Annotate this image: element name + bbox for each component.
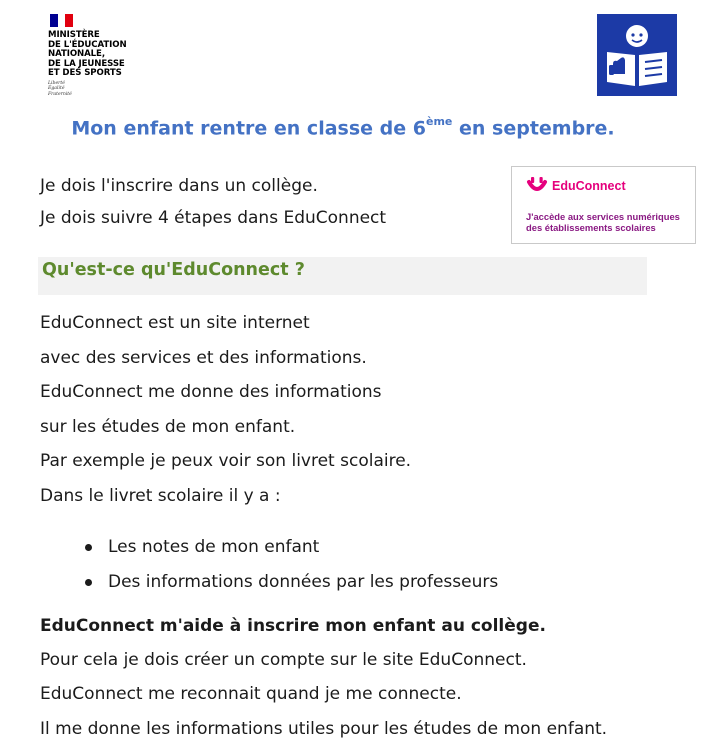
- section-heading: Qu'est-ce qu'EduConnect ?: [42, 260, 305, 280]
- body-line: EduConnect est un site internet: [40, 313, 310, 333]
- republic-motto: Liberté Égalité Fraternité: [48, 80, 72, 97]
- ministry-name: MINISTÈRE DE L'ÉDUCATION NATIONALE, DE LA JEUNESSE ET DES SPORTS: [48, 30, 127, 79]
- bold-statement: EduConnect m'aide à inscrire mon enfant au collège.: [40, 616, 546, 636]
- ministry-logo: [48, 14, 158, 97]
- list-item: Des informations données par les professeurs: [82, 569, 498, 604]
- body-line: sur les études de mon enfant.: [40, 416, 296, 437]
- closing-paragraph: [40, 646, 607, 749]
- easy-to-read-reading-person-icon: [597, 14, 677, 96]
- intro-line-1: Je dois l'inscrire dans un collège.: [40, 176, 318, 196]
- closing-line: Il me donne les informations utiles pour les études de mon enfant.: [40, 718, 608, 739]
- body-line: Dans le livret scolaire il y a :: [40, 485, 281, 506]
- closing-line: EduConnect me reconnait quand je me connecte.: [40, 684, 462, 705]
- easy-to-read-logo: [597, 14, 677, 96]
- french-flag-icon: [50, 14, 73, 27]
- body-line: EduConnect me donne des informations: [40, 382, 382, 403]
- body-line: avec des services et des informations.: [40, 347, 367, 368]
- page-title: Mon enfant rentre en classe de 6ème en septembre.: [71, 115, 615, 140]
- section-heading-box: [38, 257, 647, 295]
- educonnect-badge: [511, 166, 696, 244]
- list-item: Les notes de mon enfant: [82, 534, 498, 569]
- body-line: Par exemple je peux voir son livret scolaire.: [40, 451, 412, 472]
- bullet-list: [82, 534, 498, 603]
- educonnect-logo-icon: [526, 176, 548, 196]
- closing-line: Pour cela je dois créer un compte sur le site EduConnect.: [40, 650, 527, 670]
- body-paragraph: [40, 308, 411, 516]
- educonnect-tagline: J'accède aux services numériques des établissements scolaires: [526, 211, 680, 233]
- educonnect-name: EduConnect: [552, 179, 626, 193]
- intro-line-2: Je dois suivre 4 étapes dans EduConnect: [40, 208, 387, 228]
